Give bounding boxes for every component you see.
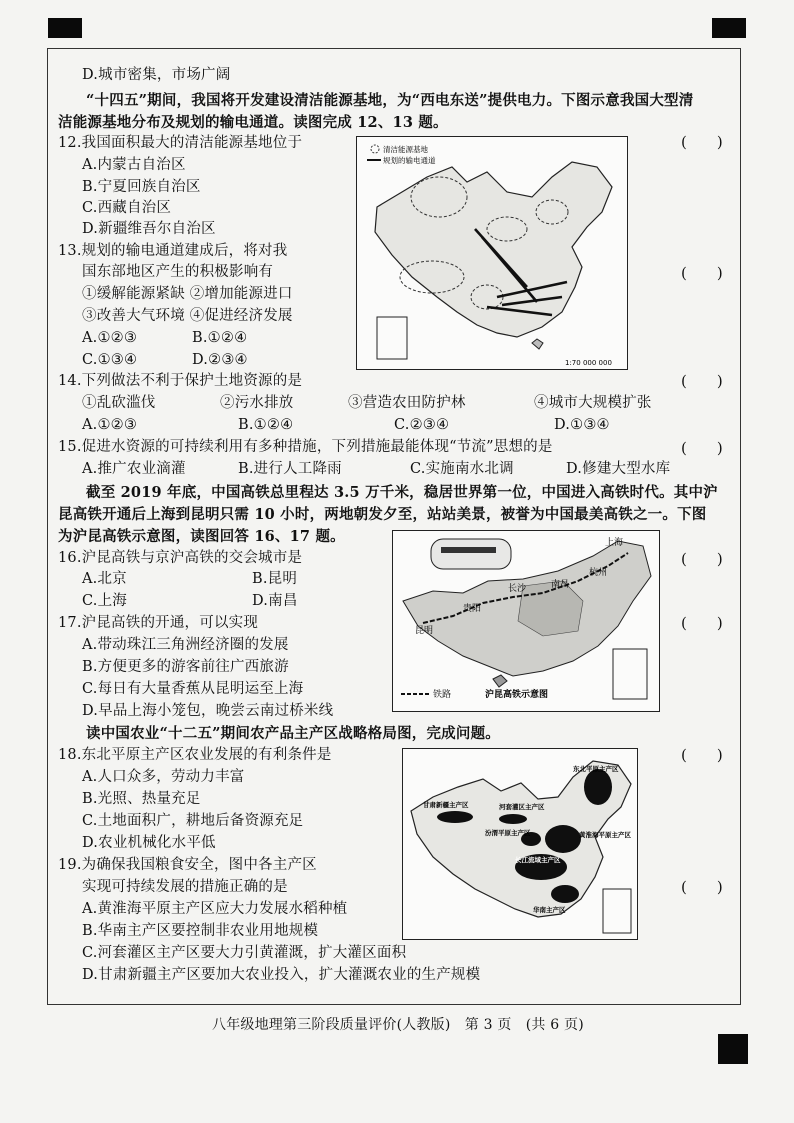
intro-highspeed-line1: 截至 2019 年底，中国高铁总里程达 3.5 万千米，稳居世界第一位，中国进入高铁时代。其中沪: [86, 484, 718, 501]
q18-option-a[interactable]: A.人口众多，劳动力丰富: [82, 769, 245, 785]
south-sea-inset: [377, 317, 407, 359]
answer-blank-16[interactable]: ( ): [681, 550, 723, 568]
q16-option-d[interactable]: D.南昌: [252, 593, 298, 609]
q16-option-c[interactable]: C.上海: [82, 593, 127, 609]
q13-option-b[interactable]: B.①②④: [192, 330, 248, 346]
page-footer: 八年级地理第三阶段质量评价(人教版) 第 3 页 (共 6 页): [212, 1017, 584, 1033]
question-12: 12.我国面积最大的清洁能源基地位于: [58, 135, 303, 151]
q11-option-d: D.城市密集，市场广阔: [82, 67, 231, 83]
intro-clean-energy-line2: 洁能源基地分布及规划的输电通道。读图完成 12、13 题。: [58, 114, 448, 131]
q17-option-c[interactable]: C.每日有大量香蕉从昆明运至上海: [82, 681, 304, 697]
region-fenwei: 汾渭平原主产区: [485, 829, 531, 837]
q17-option-a[interactable]: A.带动珠江三角洲经济圈的发展: [82, 637, 289, 653]
q19-option-d[interactable]: D.甘肃新疆主产区要加大农业投入，扩大灌溉农业的生产规模: [82, 967, 481, 983]
q12-option-c[interactable]: C.西藏自治区: [82, 200, 172, 216]
q18-option-d[interactable]: D.农业机械化水平低: [82, 835, 216, 851]
question-13-line2: 国东部地区产生的积极影响有: [82, 264, 274, 280]
q14-item-4: ④城市大规模扩张: [534, 395, 652, 411]
q14-item-1: ①乱砍滥伐: [82, 395, 156, 411]
legend-line-label: 规划的输电通道: [383, 156, 436, 165]
hainan-island: [532, 339, 543, 349]
train-picture: [431, 539, 511, 569]
q15-option-c[interactable]: C.实施南水北调: [410, 461, 514, 477]
map1-scale: 1:70 000 000: [565, 359, 612, 367]
q13-statements-2: ③改善大气环境 ④促进经济发展: [82, 308, 293, 324]
question-14: 14.下列做法不利于保护土地资源的是: [58, 373, 303, 389]
q13-option-a[interactable]: A.①②③: [82, 330, 138, 346]
city-nanchang: 南昌: [551, 580, 570, 590]
q14-option-b[interactable]: B.①②④: [238, 417, 294, 433]
question-19-line1: 19.为确保我国粮食安全，图中各主产区: [58, 857, 317, 873]
train-windows: [441, 547, 496, 553]
answer-blank-19[interactable]: ( ): [681, 878, 723, 896]
region-south-china: 华南主产区: [533, 906, 566, 914]
intro-highspeed-line3: 为沪昆高铁示意图，读图回答 16、17 题。: [58, 528, 345, 545]
intro-highspeed-line2: 昆高铁开通后上海到昆明只需 10 小时，两地朝发夕至，站站美景，被誉为中国最美高铁之一。下图: [58, 506, 707, 523]
answer-blank-14[interactable]: ( ): [681, 372, 723, 390]
legend-rail-label: 铁路: [433, 690, 452, 700]
question-13-line1: 13.规划的输电通道建成后，将对我: [58, 243, 288, 259]
legend-base-label: 清洁能源基地: [383, 145, 428, 154]
south-sea-inset: [613, 649, 647, 699]
q19-option-c[interactable]: C.河套灌区主产区要大力引黄灌溉，扩大灌区面积: [82, 945, 407, 961]
registration-mark-bottom-right: [718, 1034, 748, 1064]
q13-statements-1: ①缓解能源紧缺 ②增加能源进口: [82, 286, 293, 302]
clean-energy-map: [356, 136, 628, 370]
q14-item-3: ③营造农田防护林: [348, 395, 466, 411]
registration-mark-top-left: [48, 18, 82, 38]
question-17: 17.沪昆高铁的开通，可以实现: [58, 615, 259, 631]
q16-option-a[interactable]: A.北京: [82, 571, 127, 587]
region-huanghuaihai: 黄淮海平原主产区: [579, 831, 631, 839]
region-hetao: 河套灌区主产区: [499, 803, 545, 811]
city-hangzhou: 杭州: [589, 568, 608, 578]
hukun-railway-map: [392, 530, 660, 712]
south-sea-inset: [603, 889, 631, 933]
q13-option-c[interactable]: C.①③④: [82, 352, 138, 368]
q14-item-2: ②污水排放: [220, 395, 294, 411]
question-15: 15.促进水资源的可持续利用有多种措施，下列措施最能体现“节流”思想的是: [58, 439, 553, 455]
intro-agriculture: 读中国农业“十二五”期间农产品主产区战略格局图，完成问题。: [86, 725, 500, 742]
city-guiyang: 贵阳: [463, 604, 482, 614]
city-kunming: 昆明: [415, 626, 434, 636]
q12-option-a[interactable]: A.内蒙古自治区: [82, 157, 186, 173]
question-16: 16.沪昆高铁与京沪高铁的交会城市是: [58, 550, 303, 566]
answer-blank-15[interactable]: ( ): [681, 439, 723, 457]
q14-option-d[interactable]: D.①③④: [554, 417, 610, 433]
q17-option-d[interactable]: D.早品上海小笼包，晚尝云南过桥米线: [82, 703, 334, 719]
q15-option-a[interactable]: A.推广农业滴灌: [82, 461, 186, 477]
q13-option-d[interactable]: D.②③④: [192, 352, 248, 368]
intro-clean-energy-line1: “十四五”期间，我国将开发建设清洁能源基地，为“西电东送”提供电力。下图示意我国大型清: [86, 92, 694, 109]
question-18: 18.东北平原主产区农业发展的有利条件是: [58, 747, 332, 763]
q14-option-c[interactable]: C.②③④: [394, 417, 450, 433]
q15-option-d[interactable]: D.修建大型水库: [566, 461, 671, 477]
q19-option-b[interactable]: B.华南主产区要控制非农业用地规模: [82, 923, 319, 939]
q17-option-b[interactable]: B.方便更多的游客前往广西旅游: [82, 659, 289, 675]
region-northeast: 东北平原主产区: [573, 765, 619, 773]
q18-option-c[interactable]: C.土地面积广，耕地后备资源充足: [82, 813, 304, 829]
answer-blank-18[interactable]: ( ): [681, 746, 723, 764]
registration-mark-top-right: [712, 18, 746, 38]
region-yangtze: 长江流域主产区: [515, 856, 561, 864]
region-gansu-xinjiang: 甘肃新疆主产区: [423, 801, 469, 809]
q12-option-b[interactable]: B.宁夏回族自治区: [82, 179, 201, 195]
q14-option-a[interactable]: A.①②③: [82, 417, 138, 433]
q15-option-b[interactable]: B.进行人工降雨: [238, 461, 342, 477]
hainan-island: [493, 675, 507, 687]
agriculture-areas-map: [402, 748, 638, 940]
legend-base-symbol: [371, 145, 379, 153]
answer-blank-17[interactable]: ( ): [681, 614, 723, 632]
map2-title: 沪昆高铁示意图: [485, 690, 549, 700]
q16-option-b[interactable]: B.昆明: [252, 571, 298, 587]
q18-option-b[interactable]: B.光照、热量充足: [82, 791, 201, 807]
city-shanghai: 上海: [605, 538, 624, 548]
question-19-line2: 实现可持续发展的措施正确的是: [82, 879, 288, 895]
city-changsha: 长沙: [508, 584, 527, 594]
answer-blank-13[interactable]: ( ): [681, 264, 723, 282]
answer-blank-12[interactable]: ( ): [681, 133, 723, 151]
q12-option-d[interactable]: D.新疆维吾尔自治区: [82, 221, 216, 237]
q19-option-a[interactable]: A.黄淮海平原主产区应大力发展水稻种植: [82, 901, 348, 917]
